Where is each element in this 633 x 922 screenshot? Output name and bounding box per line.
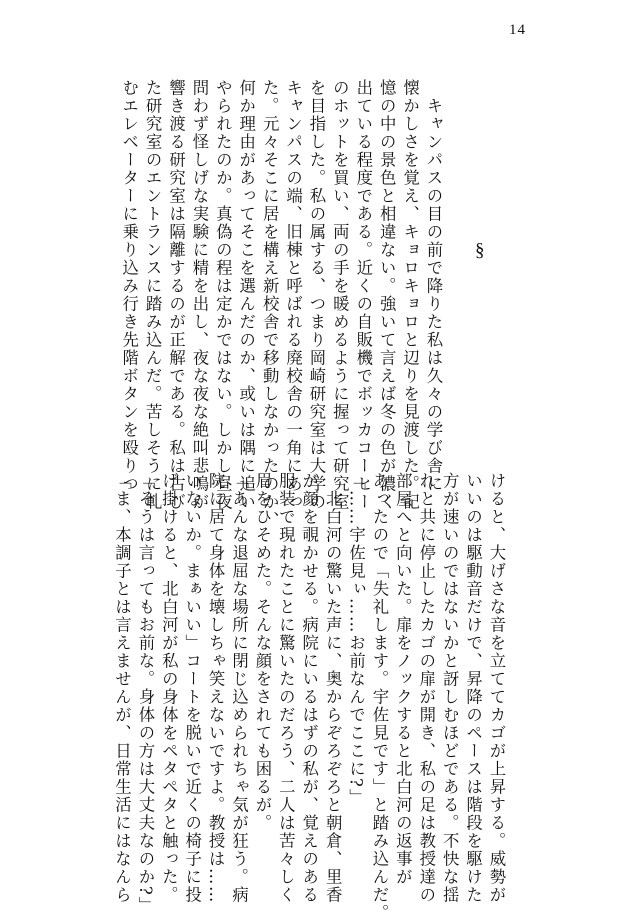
text-line: 「そうは言ってもお前な。身体の方は大丈夫なのか?」	[135, 472, 155, 915]
text-line: 部屋へと向いた。扉をノックすると北白河の返事が	[393, 472, 413, 886]
text-line: 「あんな退屈な場所に閉じ込められちゃ気が狂う。病	[229, 472, 249, 904]
text-line: のホットを買い、両の手を暖めるように握って研究室	[330, 79, 350, 511]
text-line: 出ている程度である。近くの自販機でボッカコーヒー	[353, 79, 373, 511]
text-line: キャンパスの目の前で降りた私は久々の学び舎に	[424, 79, 443, 493]
text-line: いないか。まぁいい」コートを脱いで近くの椅子に投	[182, 472, 202, 904]
text-line: あったので「失礼します。宇佐見です」と踏み込んだ。	[369, 472, 389, 922]
text-line: 響き渡る研究室は隔離するのが正解である。私は古び	[166, 79, 186, 511]
text-line: れと共に停止したカゴの扉が開き、私の足は教授達の	[416, 472, 436, 904]
text-line: た研究室のエントランスに踏み込んだ。苦しそうに軋	[143, 79, 163, 511]
text-line: 問わず怪しげな実験に精を出し、夜な夜な絶叫悲鳴が	[189, 79, 209, 511]
text-line: た。元々そこに居を構え新校舎で移動しなかったのか、	[260, 79, 280, 529]
text-line: キャンパスの端、旧棟と呼ばれる廃校舎の一角にあっ	[283, 79, 303, 511]
text-line: 「……宇佐見ぃ……お前なんでここに?」	[346, 472, 366, 807]
text-line: 院に居て身体を壊しちゃ笑えないですよ。教授は……	[206, 472, 226, 904]
text-line: 何か理由があってそこを選んだのか、或いは隅に追い	[236, 79, 256, 511]
text-line: 方が速いのではないかと訝しむほどである。不快な揺	[440, 472, 460, 904]
upper-text-block	[119, 79, 445, 529]
section-mark: §	[475, 240, 485, 261]
text-line: を目指した。私の属する、つまり岡崎研究室は大学の	[306, 79, 326, 511]
text-line: 服装で現れたことに驚いたのだろう、二人は苦々しく	[276, 472, 296, 904]
text-line: 北白河の驚いた声に、奥からぞろぞろと朝倉、里香	[323, 472, 343, 904]
text-line: けると、大げさな音を立ててカゴが上昇する。威勢が	[487, 472, 506, 904]
text-line: げ掛けると、北白河が私の身体をペタペタと触った。	[159, 472, 179, 904]
text-line: 眉をひそめた。そんな顔をされても困るが。	[252, 472, 272, 832]
text-line: 憶の中の景色と相違ない。強いて言えば冬の色が濃く	[377, 79, 397, 511]
text-line: やられたのか。真偽の程は定かではない。しかし昼夜	[213, 79, 233, 511]
text-line: むエレベーターに乗り込み行き先階ボタンを殴りつ	[119, 79, 139, 493]
text-line: 「ま、本調子とは言えませんが、日常生活にはなんら	[112, 472, 132, 904]
page-number: 14	[509, 22, 526, 38]
lower-text-block	[112, 472, 508, 922]
text-line: いいのは駆動音だけで、昇降のペースは階段を駆けた	[463, 472, 483, 904]
text-line: が顔を覗かせる。病院にいるはずの私が、覚えのある	[299, 472, 319, 904]
text-line: 懐かしさを覚え、キョロキョロと辺りを見渡した。記	[400, 79, 420, 511]
